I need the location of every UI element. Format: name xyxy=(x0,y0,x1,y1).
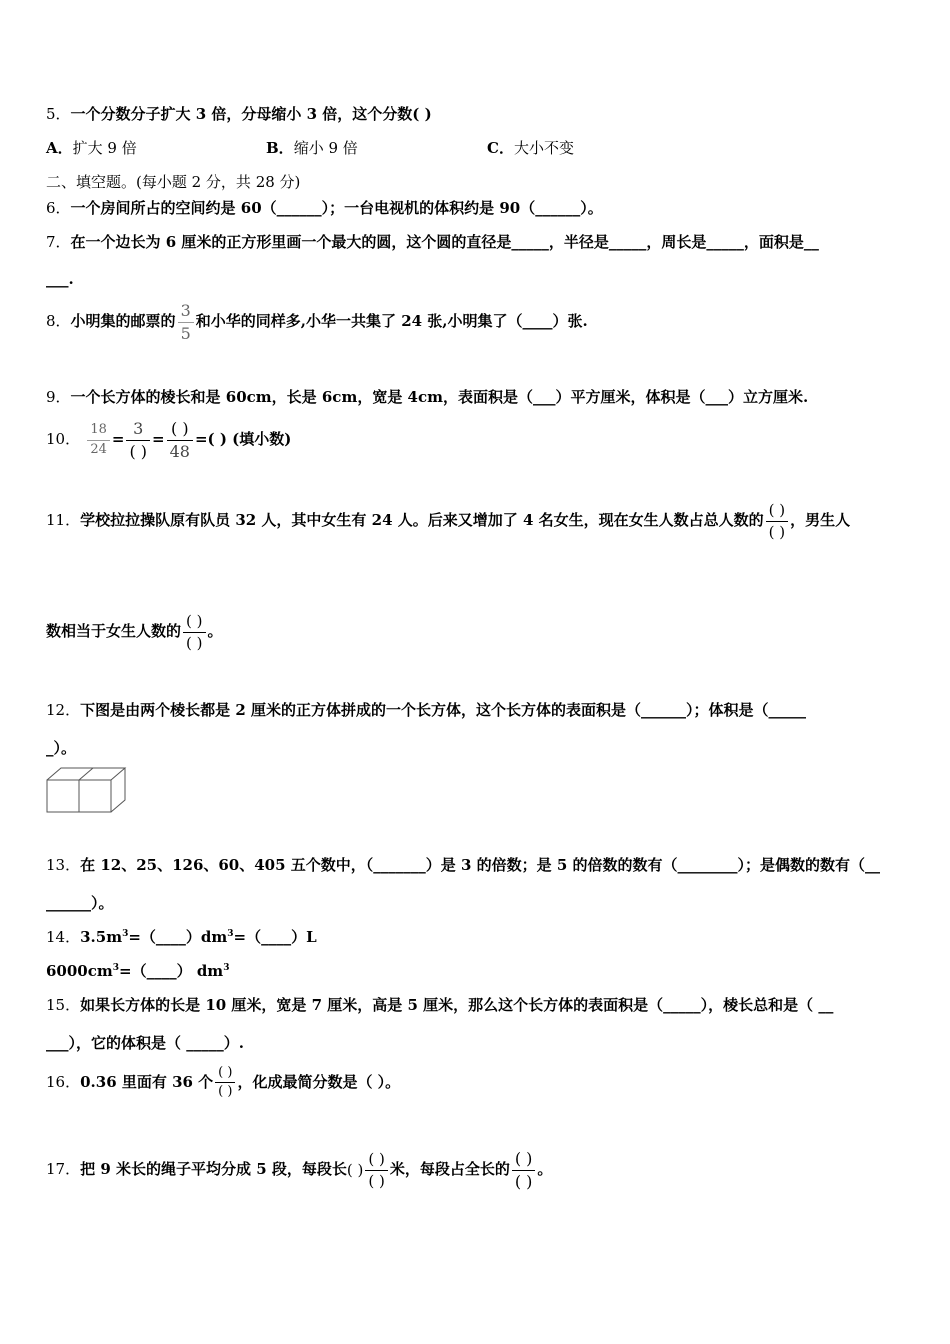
q16-number: 16． xyxy=(46,1072,81,1091)
q10-fraction-3 xyxy=(167,420,193,460)
q7-number: 7． xyxy=(46,233,71,251)
q16-line xyxy=(46,1066,400,1100)
q12-text-1: 下图是由两个棱长都是 2 厘米的正方体拼成的一个长方体，这个长方体的表面积是（______）；体积是（_____ xyxy=(80,701,806,719)
q5-option-c-key: C． xyxy=(487,139,514,157)
q14-text-1a: 3.5m xyxy=(80,928,123,946)
q6-number: 6． xyxy=(46,199,71,217)
q17-blank-1-numerator[interactable]: ( ) xyxy=(368,1150,385,1169)
q16-blank-denominator[interactable]: ( ) xyxy=(215,1082,235,1099)
q14-number: 14． xyxy=(46,928,81,946)
q17-blank-fraction-2[interactable] xyxy=(512,1150,536,1190)
q5-text: 一个分数分子扩大 3 倍，分母缩小 3 倍，这个分数( ) xyxy=(70,105,432,123)
q5-number: 5． xyxy=(46,105,71,123)
q8-frac-numerator: 3 xyxy=(180,301,191,320)
q8-fraction xyxy=(178,302,194,342)
q17-number: 17． xyxy=(46,1160,81,1179)
q8-frac-denominator: 5 xyxy=(178,322,194,343)
q5-option-b-text: 缩小 9 倍 xyxy=(293,139,358,157)
q8-line xyxy=(46,302,588,342)
q7-line-1 xyxy=(46,231,819,252)
q7-line-2: ___. xyxy=(46,270,74,288)
q10-eq-1: = xyxy=(111,430,125,449)
q8-post: 和小华的同样多,小华一共集了 24 张,小明集了（____）张. xyxy=(195,312,588,331)
q5-option-b[interactable] xyxy=(266,137,358,158)
q13-text-1: 在 12、25、126、60、405 五个数中，（_______）是 3 的倍数；是 5 的倍数的数有（________）；是偶数的数有（__ xyxy=(80,856,881,874)
q10-line xyxy=(46,420,291,460)
q17-post: 。 xyxy=(537,1160,553,1179)
q11-blank-1-numerator[interactable]: ( ) xyxy=(768,501,786,519)
q11-blank-2-denominator[interactable]: ( ) xyxy=(183,632,205,652)
q12-line-2: _）。 xyxy=(46,739,77,757)
q5-option-a-text: 扩大 9 倍 xyxy=(72,139,137,157)
q10-f3-numerator[interactable]: ( ) xyxy=(171,419,189,438)
q17-blank-1-denominator[interactable]: ( ) xyxy=(365,1170,387,1190)
cube-divider-top xyxy=(79,768,93,780)
q16-post: ，化成最简分数是（ ）。 xyxy=(237,1072,401,1091)
q10-fraction-2 xyxy=(126,420,150,460)
q12-line-1 xyxy=(46,699,806,720)
q14-text-2b: =（____） dm xyxy=(119,962,224,980)
q13-line-2: ______）。 xyxy=(46,894,114,912)
q15-line-2: ___），它的体积是（ _____）. xyxy=(46,1034,244,1052)
q8-number: 8． xyxy=(46,312,71,331)
q9-number: 9． xyxy=(46,388,71,406)
q11-text-2: 数相当于女生人数的 xyxy=(46,622,182,640)
q11-line-2 xyxy=(46,613,223,651)
q17-blank-2-denominator[interactable]: ( ) xyxy=(512,1170,536,1191)
q5-option-a-key: A． xyxy=(46,139,73,157)
q11-blank-fraction-1[interactable] xyxy=(766,502,788,540)
q15-number: 15． xyxy=(46,996,81,1014)
q16-blank-numerator[interactable]: ( ) xyxy=(218,1065,233,1080)
q13-number: 13． xyxy=(46,856,81,874)
q17-pre: 把 9 米长的绳子平均分成 5 段，每段长 xyxy=(80,1160,347,1179)
q14-text-1c: =（____）L xyxy=(233,928,317,946)
q11-blank-2-numerator[interactable]: ( ) xyxy=(186,612,203,630)
q16-pre: 0.36 里面有 36 个 xyxy=(80,1072,214,1091)
q17-mid: 米，每段占全长的 xyxy=(389,1160,510,1179)
q11-text-2-post: 。 xyxy=(207,622,223,640)
q10-f2-denominator[interactable]: ( ) xyxy=(126,440,150,461)
q9-text: 一个长方体的棱长和是 60cm，长是 6cm，宽是 4cm，表面积是（___）平方厘米，体积是（___）立方厘米. xyxy=(70,388,809,406)
q17-whole-blank[interactable]: ( ) xyxy=(346,1161,364,1180)
q10-eq-2: = xyxy=(152,430,165,449)
q5-option-c-text: 大小不变 xyxy=(513,139,574,157)
cube-left-front xyxy=(47,780,79,812)
q5-option-c[interactable] xyxy=(487,137,574,158)
q15-line-1 xyxy=(46,994,833,1015)
q11-text-1-post: ，男生人 xyxy=(790,511,851,529)
q10-post: =( ) (填小数) xyxy=(194,430,292,449)
q12-number: 12． xyxy=(46,701,81,719)
q10-f1-denominator: 24 xyxy=(87,440,110,457)
q5-option-a[interactable] xyxy=(46,137,137,158)
q10-number: 10． xyxy=(46,430,81,449)
q6-line xyxy=(46,197,603,218)
q10-f1-numerator: 18 xyxy=(90,422,107,438)
q14-text-1b: =（____）dm xyxy=(128,928,228,946)
q17-blank-fraction-1[interactable] xyxy=(365,1151,387,1189)
q6-text: 一个房间所占的空间约是 60（______）；一台电视机的体积约是 90（______）。 xyxy=(70,199,603,217)
q11-blank-1-denominator[interactable]: ( ) xyxy=(766,521,788,541)
q8-pre: 小明集的邮票的 xyxy=(70,312,176,331)
q11-number: 11． xyxy=(46,511,81,529)
cube-right-front xyxy=(79,780,111,812)
q11-line-1 xyxy=(46,502,850,540)
q11-blank-fraction-2[interactable] xyxy=(183,613,205,651)
q14-sup-1: 3 xyxy=(122,929,129,939)
q15-text-1: 如果长方体的长是 10 厘米，宽是 7 厘米，高是 5 厘米，那么这个长方体的表面积是（_____），棱长总和是（ __ xyxy=(80,996,834,1014)
q7-text-1: 在一个边长为 6 厘米的正方形里画一个最大的圆，这个圆的直径是_____，半径是_____，周长是_____，面积是__ xyxy=(70,233,819,251)
q17-blank-2-numerator[interactable]: ( ) xyxy=(514,1149,533,1168)
q10-f3-denominator: 48 xyxy=(167,440,193,461)
q10-f2-numerator: 3 xyxy=(133,419,144,438)
q14-text-2a: 6000cm xyxy=(46,962,113,980)
q10-fraction-1 xyxy=(87,423,110,457)
cuboid-figure xyxy=(46,766,128,816)
q14-line-2 xyxy=(46,960,229,981)
q14-sup-2: 3 xyxy=(227,929,234,939)
q16-blank-fraction[interactable] xyxy=(215,1066,235,1100)
section-2-heading: 二、填空题。(每小题 2 分，共 28 分) xyxy=(46,173,301,191)
q17-line xyxy=(46,1150,552,1190)
q5-option-b-key: B． xyxy=(266,139,294,157)
q11-text-1: 学校拉拉操队原有队员 32 人，其中女生有 24 人。后来又增加了 4 名女生，现在女生人数占总人数的 xyxy=(80,511,764,529)
q9-line xyxy=(46,386,808,407)
q14-sup-3: 3 xyxy=(112,963,120,973)
q13-line-1 xyxy=(46,854,880,875)
q14-sup-4: 3 xyxy=(223,963,230,973)
q14-line-1 xyxy=(46,926,317,947)
q5-line xyxy=(46,103,432,124)
